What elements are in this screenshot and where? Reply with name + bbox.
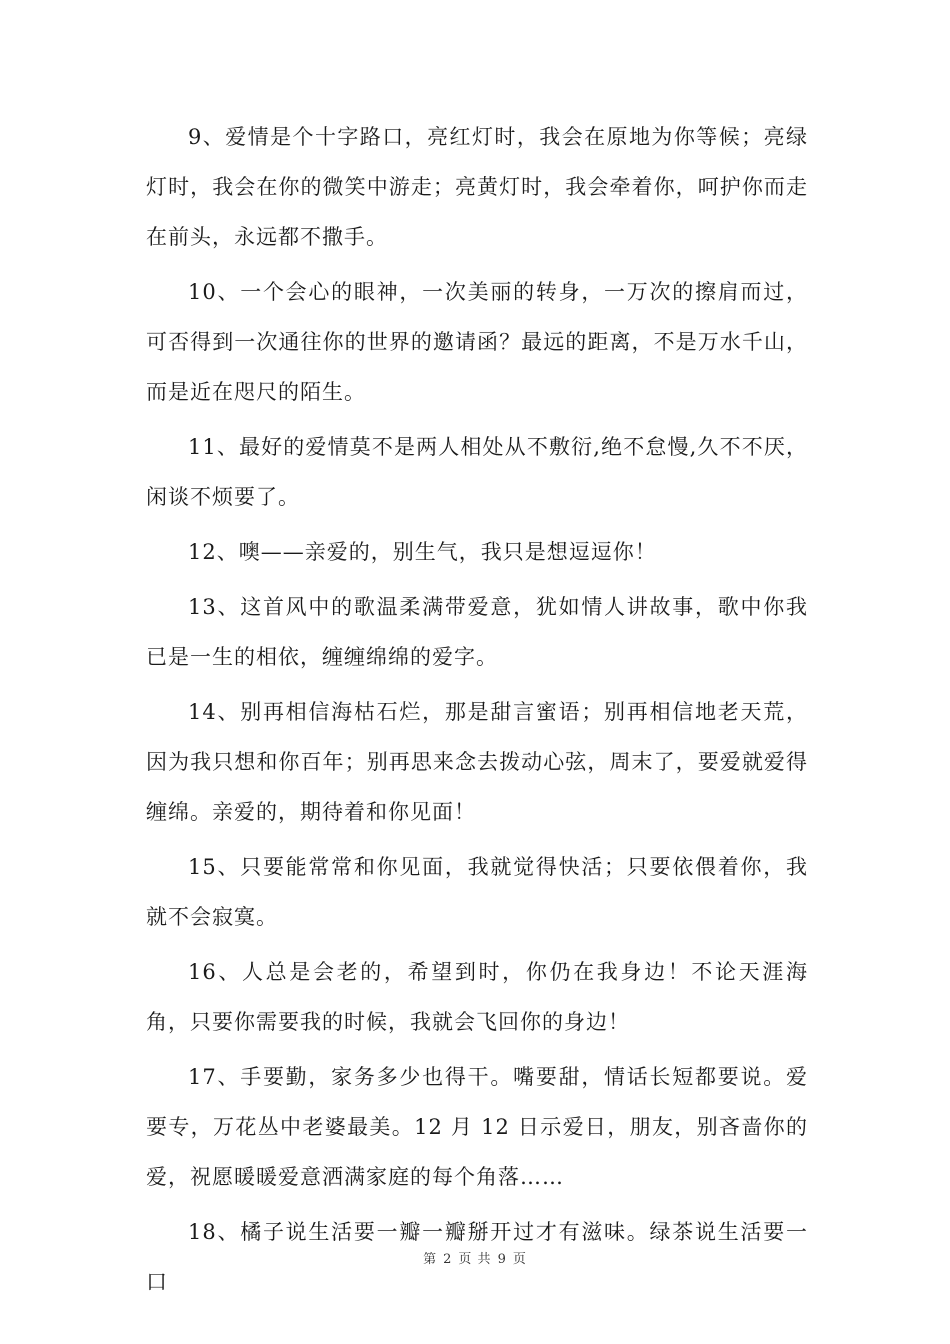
paragraph-11: 11、最好的爱情莫不是两人相处从不敷衍,绝不怠慢,久不不厌，闲谈不烦要了。 <box>146 435 808 509</box>
paragraph-17: 17、手要勤，家务多少也得干。嘴要甜，情话长短都要说。爱要专，万花丛中老婆最美。12 月 12 日示爱日，朋友，别吝啬你的爱，祝愿暖暖爱意洒满家庭的每个角落…… <box>146 1065 808 1189</box>
page-footer <box>0 1248 950 1267</box>
paragraph-9: 9、爱情是个十字路口，亮红灯时，我会在原地为你等候；亮绿灯时，我会在你的微笑中游走；亮黄灯时，我会牵着你，呵护你而走在前头，永远都不撒手。 <box>146 125 808 249</box>
footer-label-of: 页 共 <box>458 1252 492 1267</box>
paragraph-10: 10、一个会心的眼神，一次美丽的转身，一万次的擦肩而过，可否得到一次通往你的世界的邀请函？最远的距离，不是万水千山，而是近在咫尺的陌生。 <box>146 280 808 404</box>
document-body <box>146 112 808 1312</box>
paragraph-14: 14、别再相信海枯石烂，那是甜言蜜语；别再相信地老天荒，因为我只想和你百年；别再思来念去拨动心弦，周末了，要爱就爱得缠绵。亲爱的，期待着和你见面！ <box>146 700 808 824</box>
footer-total-pages: 9 <box>497 1252 507 1267</box>
paragraph-16: 16、人总是会老的，希望到时，你仍在我身边！不论天涯海角，只要你需要我的时候，我就会飞回你的身边！ <box>146 960 808 1034</box>
paragraph-12: 12、噢——亲爱的，别生气，我只是想逗逗你！ <box>188 540 657 564</box>
paragraph-18: 18、橘子说生活要一瓣一瓣掰开过才有滋味。绿茶说生活要一口 <box>146 1220 808 1294</box>
paragraph-15: 15、只要能常常和你见面，我就觉得快活；只要依偎着你，我就不会寂寞。 <box>146 855 808 929</box>
footer-label-page: 第 <box>423 1252 438 1267</box>
paragraph-13: 13、这首风中的歌温柔满带爱意，犹如情人讲故事，歌中你我已是一生的相依，缠缠绵绵的爱字。 <box>146 595 808 669</box>
footer-label-end: 页 <box>512 1252 527 1267</box>
footer-current-page: 2 <box>443 1252 453 1267</box>
